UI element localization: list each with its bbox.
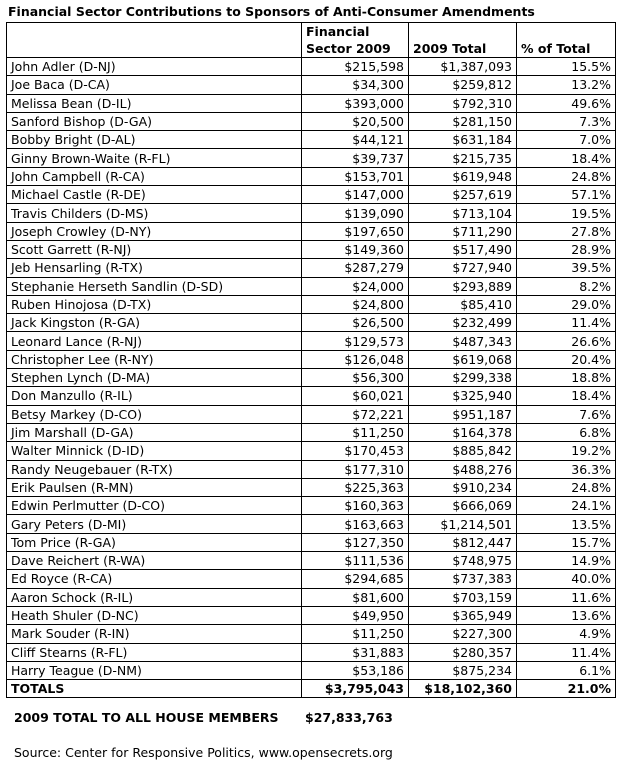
total-amount: $910,234 bbox=[409, 478, 517, 496]
financial-sector-amount: $20,500 bbox=[302, 112, 409, 130]
table-row bbox=[7, 149, 616, 167]
percent-of-total: 13.5% bbox=[517, 515, 616, 533]
financial-sector-amount: $39,737 bbox=[302, 149, 409, 167]
member-name: Cliff Stearns (R-FL) bbox=[7, 643, 302, 661]
financial-sector-amount: $11,250 bbox=[302, 625, 409, 643]
financial-sector-amount: $60,021 bbox=[302, 387, 409, 405]
member-name: Ed Royce (R-CA) bbox=[7, 570, 302, 588]
percent-of-total: 24.1% bbox=[517, 497, 616, 515]
table-row bbox=[7, 387, 616, 405]
table-row bbox=[7, 478, 616, 496]
member-name: Scott Garrett (R-NJ) bbox=[7, 240, 302, 258]
table-row bbox=[7, 533, 616, 551]
contributions-table bbox=[6, 22, 616, 698]
header-2009-total: 2009 Total bbox=[409, 23, 517, 58]
financial-sector-amount: $160,363 bbox=[302, 497, 409, 515]
percent-of-total: 8.2% bbox=[517, 277, 616, 295]
percent-of-total: 6.8% bbox=[517, 423, 616, 441]
table-row bbox=[7, 131, 616, 149]
total-amount: $215,735 bbox=[409, 149, 517, 167]
total-amount: $299,338 bbox=[409, 369, 517, 387]
table-row bbox=[7, 570, 616, 588]
header-financial-sector bbox=[302, 23, 409, 58]
total-amount: $619,068 bbox=[409, 350, 517, 368]
financial-sector-amount: $126,048 bbox=[302, 350, 409, 368]
house-total-label: 2009 TOTAL TO ALL HOUSE MEMBERS bbox=[14, 710, 279, 725]
total-amount: $365,949 bbox=[409, 606, 517, 624]
table-row bbox=[7, 625, 616, 643]
financial-sector-amount: $163,663 bbox=[302, 515, 409, 533]
table-row bbox=[7, 240, 616, 258]
table-row bbox=[7, 423, 616, 441]
total-amount: $737,383 bbox=[409, 570, 517, 588]
table-row bbox=[7, 515, 616, 533]
member-name: Heath Shuler (D-NC) bbox=[7, 606, 302, 624]
percent-of-total: 19.2% bbox=[517, 442, 616, 460]
total-amount: $792,310 bbox=[409, 94, 517, 112]
total-amount: $812,447 bbox=[409, 533, 517, 551]
financial-sector-amount: $56,300 bbox=[302, 369, 409, 387]
member-name: Jack Kingston (R-GA) bbox=[7, 314, 302, 332]
total-amount: $619,948 bbox=[409, 167, 517, 185]
member-name: Ruben Hinojosa (D-TX) bbox=[7, 295, 302, 313]
member-name: Sanford Bishop (D-GA) bbox=[7, 112, 302, 130]
member-name: Leonard Lance (R-NJ) bbox=[7, 332, 302, 350]
percent-of-total: 24.8% bbox=[517, 167, 616, 185]
table-row bbox=[7, 76, 616, 94]
header-percent-of-total: % of Total bbox=[517, 23, 616, 58]
percent-of-total: 13.2% bbox=[517, 76, 616, 94]
financial-sector-amount: $24,800 bbox=[302, 295, 409, 313]
percent-of-total: 26.6% bbox=[517, 332, 616, 350]
table-row bbox=[7, 58, 616, 76]
house-total-line bbox=[14, 710, 393, 725]
total-amount: $631,184 bbox=[409, 131, 517, 149]
financial-sector-amount: $111,536 bbox=[302, 552, 409, 570]
source-note: Source: Center for Responsive Politics, www.opensecrets.org bbox=[14, 745, 393, 760]
financial-sector-amount: $294,685 bbox=[302, 570, 409, 588]
table-row bbox=[7, 350, 616, 368]
total-amount: $164,378 bbox=[409, 423, 517, 441]
total-amount: $488,276 bbox=[409, 460, 517, 478]
table-row bbox=[7, 442, 616, 460]
percent-of-total: 39.5% bbox=[517, 259, 616, 277]
table-row bbox=[7, 186, 616, 204]
total-amount: $227,300 bbox=[409, 625, 517, 643]
financial-sector-amount: $26,500 bbox=[302, 314, 409, 332]
member-name: Christopher Lee (R-NY) bbox=[7, 350, 302, 368]
table-row bbox=[7, 295, 616, 313]
member-name: Mark Souder (R-IN) bbox=[7, 625, 302, 643]
total-amount: $487,343 bbox=[409, 332, 517, 350]
member-name: Joe Baca (D-CA) bbox=[7, 76, 302, 94]
table-row bbox=[7, 643, 616, 661]
financial-sector-amount: $127,350 bbox=[302, 533, 409, 551]
percent-of-total: 49.6% bbox=[517, 94, 616, 112]
table-row bbox=[7, 277, 616, 295]
percent-of-total: 15.7% bbox=[517, 533, 616, 551]
percent-of-total: 18.8% bbox=[517, 369, 616, 387]
table-row bbox=[7, 497, 616, 515]
total-amount: $232,499 bbox=[409, 314, 517, 332]
total-amount: $727,940 bbox=[409, 259, 517, 277]
member-name: Stephen Lynch (D-MA) bbox=[7, 369, 302, 387]
table-row bbox=[7, 222, 616, 240]
percent-of-total: 20.4% bbox=[517, 350, 616, 368]
table-row bbox=[7, 588, 616, 606]
member-name: Walter Minnick (D-ID) bbox=[7, 442, 302, 460]
percent-of-total: 7.3% bbox=[517, 112, 616, 130]
financial-sector-amount: $34,300 bbox=[302, 76, 409, 94]
total-amount: $951,187 bbox=[409, 405, 517, 423]
header-row bbox=[7, 23, 616, 58]
financial-sector-amount: $11,250 bbox=[302, 423, 409, 441]
percent-of-total: 4.9% bbox=[517, 625, 616, 643]
percent-of-total: 29.0% bbox=[517, 295, 616, 313]
member-name: Betsy Markey (D-CO) bbox=[7, 405, 302, 423]
member-name: Randy Neugebauer (R-TX) bbox=[7, 460, 302, 478]
table-row bbox=[7, 552, 616, 570]
member-name: Ginny Brown-Waite (R-FL) bbox=[7, 149, 302, 167]
table-row bbox=[7, 661, 616, 679]
total-amount: $711,290 bbox=[409, 222, 517, 240]
percent-of-total: 19.5% bbox=[517, 204, 616, 222]
member-name: Jeb Hensarling (R-TX) bbox=[7, 259, 302, 277]
percent-of-total: 11.4% bbox=[517, 643, 616, 661]
percent-of-total: 14.9% bbox=[517, 552, 616, 570]
total-amount: $885,842 bbox=[409, 442, 517, 460]
percent-of-total: 18.4% bbox=[517, 149, 616, 167]
table-title: Financial Sector Contributions to Sponsors of Anti-Consumer Amendments bbox=[8, 4, 535, 19]
totals-pct: 21.0% bbox=[517, 680, 616, 698]
table-row bbox=[7, 204, 616, 222]
member-name: Dave Reichert (R-WA) bbox=[7, 552, 302, 570]
percent-of-total: 36.3% bbox=[517, 460, 616, 478]
member-name: Erik Paulsen (R-MN) bbox=[7, 478, 302, 496]
percent-of-total: 27.8% bbox=[517, 222, 616, 240]
member-name: Don Manzullo (R-IL) bbox=[7, 387, 302, 405]
financial-sector-amount: $170,453 bbox=[302, 442, 409, 460]
percent-of-total: 24.8% bbox=[517, 478, 616, 496]
table-row bbox=[7, 112, 616, 130]
house-total-value: $27,833,763 bbox=[305, 710, 393, 725]
financial-sector-amount: $24,000 bbox=[302, 277, 409, 295]
financial-sector-amount: $393,000 bbox=[302, 94, 409, 112]
totals-financial: $3,795,043 bbox=[302, 680, 409, 698]
member-name: Bobby Bright (D-AL) bbox=[7, 131, 302, 149]
percent-of-total: 57.1% bbox=[517, 186, 616, 204]
member-name: Stephanie Herseth Sandlin (D-SD) bbox=[7, 277, 302, 295]
table-row bbox=[7, 94, 616, 112]
financial-sector-amount: $215,598 bbox=[302, 58, 409, 76]
member-name: Travis Childers (D-MS) bbox=[7, 204, 302, 222]
member-name: Tom Price (R-GA) bbox=[7, 533, 302, 551]
percent-of-total: 11.4% bbox=[517, 314, 616, 332]
table-row bbox=[7, 314, 616, 332]
table-row bbox=[7, 606, 616, 624]
total-amount: $1,387,093 bbox=[409, 58, 517, 76]
percent-of-total: 15.5% bbox=[517, 58, 616, 76]
percent-of-total: 18.4% bbox=[517, 387, 616, 405]
total-amount: $666,069 bbox=[409, 497, 517, 515]
member-name: John Adler (D-NJ) bbox=[7, 58, 302, 76]
member-name: Joseph Crowley (D-NY) bbox=[7, 222, 302, 240]
table-body bbox=[7, 58, 616, 680]
total-amount: $281,150 bbox=[409, 112, 517, 130]
total-amount: $713,104 bbox=[409, 204, 517, 222]
financial-sector-amount: $31,883 bbox=[302, 643, 409, 661]
percent-of-total: 28.9% bbox=[517, 240, 616, 258]
table-row bbox=[7, 332, 616, 350]
table-row bbox=[7, 460, 616, 478]
totals-label: TOTALS bbox=[7, 680, 302, 698]
percent-of-total: 6.1% bbox=[517, 661, 616, 679]
percent-of-total: 7.6% bbox=[517, 405, 616, 423]
financial-sector-amount: $53,186 bbox=[302, 661, 409, 679]
member-name: Michael Castle (R-DE) bbox=[7, 186, 302, 204]
financial-sector-amount: $177,310 bbox=[302, 460, 409, 478]
percent-of-total: 7.0% bbox=[517, 131, 616, 149]
header-financial-line2: Sector 2009 bbox=[306, 41, 391, 56]
financial-sector-amount: $72,221 bbox=[302, 405, 409, 423]
total-amount: $259,812 bbox=[409, 76, 517, 94]
financial-sector-amount: $197,650 bbox=[302, 222, 409, 240]
total-amount: $257,619 bbox=[409, 186, 517, 204]
percent-of-total: 11.6% bbox=[517, 588, 616, 606]
financial-sector-amount: $287,279 bbox=[302, 259, 409, 277]
member-name: Edwin Perlmutter (D-CO) bbox=[7, 497, 302, 515]
table-row bbox=[7, 167, 616, 185]
financial-sector-amount: $81,600 bbox=[302, 588, 409, 606]
total-amount: $875,234 bbox=[409, 661, 517, 679]
header-financial-line1: Financial bbox=[306, 24, 370, 39]
financial-sector-amount: $129,573 bbox=[302, 332, 409, 350]
member-name: Gary Peters (D-MI) bbox=[7, 515, 302, 533]
total-amount: $1,214,501 bbox=[409, 515, 517, 533]
financial-sector-amount: $44,121 bbox=[302, 131, 409, 149]
table-row bbox=[7, 259, 616, 277]
total-amount: $517,490 bbox=[409, 240, 517, 258]
totals-total: $18,102,360 bbox=[409, 680, 517, 698]
totals-row bbox=[7, 680, 616, 698]
total-amount: $280,357 bbox=[409, 643, 517, 661]
total-amount: $703,159 bbox=[409, 588, 517, 606]
total-amount: $748,975 bbox=[409, 552, 517, 570]
financial-sector-amount: $153,701 bbox=[302, 167, 409, 185]
member-name: John Campbell (R-CA) bbox=[7, 167, 302, 185]
table-row bbox=[7, 405, 616, 423]
table-row bbox=[7, 369, 616, 387]
financial-sector-amount: $147,000 bbox=[302, 186, 409, 204]
member-name: Melissa Bean (D-IL) bbox=[7, 94, 302, 112]
member-name: Jim Marshall (D-GA) bbox=[7, 423, 302, 441]
financial-sector-amount: $225,363 bbox=[302, 478, 409, 496]
financial-sector-amount: $49,950 bbox=[302, 606, 409, 624]
percent-of-total: 13.6% bbox=[517, 606, 616, 624]
financial-sector-amount: $139,090 bbox=[302, 204, 409, 222]
financial-sector-amount: $149,360 bbox=[302, 240, 409, 258]
header-name bbox=[7, 23, 302, 58]
total-amount: $293,889 bbox=[409, 277, 517, 295]
total-amount: $325,940 bbox=[409, 387, 517, 405]
percent-of-total: 40.0% bbox=[517, 570, 616, 588]
member-name: Aaron Schock (R-IL) bbox=[7, 588, 302, 606]
total-amount: $85,410 bbox=[409, 295, 517, 313]
member-name: Harry Teague (D-NM) bbox=[7, 661, 302, 679]
